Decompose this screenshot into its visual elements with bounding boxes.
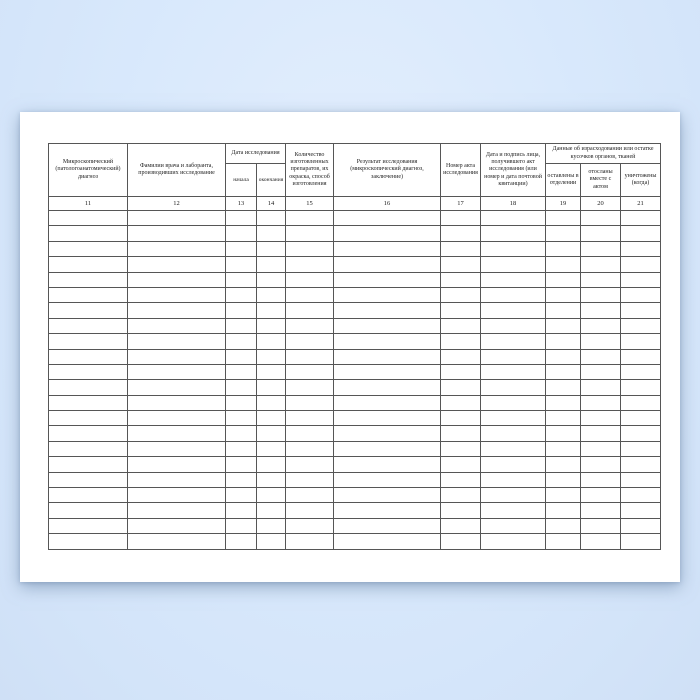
empty-cell xyxy=(49,534,128,549)
col-header-doctor-lab-names: Фамилии врача и лаборанта, производивших исследование xyxy=(128,144,226,197)
column-number: 20 xyxy=(581,197,621,211)
empty-cell xyxy=(226,457,257,472)
table-row xyxy=(49,534,661,549)
empty-cell xyxy=(257,534,286,549)
empty-cell xyxy=(257,472,286,487)
empty-cell xyxy=(128,441,226,456)
empty-cell xyxy=(546,349,581,364)
empty-cell xyxy=(581,364,621,379)
empty-cell xyxy=(49,349,128,364)
empty-cell xyxy=(257,226,286,241)
empty-cell xyxy=(621,472,661,487)
empty-cell xyxy=(49,303,128,318)
col-header-preparations-count: Количество изготовленных препаратов, их окраска, способ изготовления xyxy=(286,144,334,197)
empty-cell xyxy=(441,441,481,456)
empty-cell xyxy=(334,211,441,226)
empty-cell xyxy=(226,411,257,426)
empty-cell xyxy=(481,472,546,487)
empty-cell xyxy=(441,411,481,426)
empty-cell xyxy=(441,226,481,241)
empty-cell xyxy=(128,211,226,226)
empty-cell xyxy=(621,503,661,518)
empty-cell xyxy=(441,287,481,302)
empty-cell xyxy=(286,534,334,549)
empty-cell xyxy=(441,303,481,318)
column-number: 21 xyxy=(621,197,661,211)
empty-cell xyxy=(128,303,226,318)
empty-cell xyxy=(226,241,257,256)
empty-cell xyxy=(226,441,257,456)
empty-cell xyxy=(441,426,481,441)
empty-cell xyxy=(621,441,661,456)
empty-cell xyxy=(226,257,257,272)
empty-cell xyxy=(226,488,257,503)
column-number: 18 xyxy=(481,197,546,211)
empty-cell xyxy=(128,411,226,426)
empty-cell xyxy=(49,488,128,503)
empty-cell xyxy=(546,287,581,302)
empty-cell xyxy=(334,395,441,410)
empty-cell xyxy=(49,257,128,272)
table-row xyxy=(49,318,661,333)
empty-cell xyxy=(581,534,621,549)
empty-cell xyxy=(49,272,128,287)
empty-cell xyxy=(286,334,334,349)
empty-cell xyxy=(226,318,257,333)
empty-cell xyxy=(581,272,621,287)
empty-cell xyxy=(546,457,581,472)
empty-cell xyxy=(334,303,441,318)
col-header-left-in-department: оставлены в отделении xyxy=(546,164,581,197)
empty-cell xyxy=(226,380,257,395)
empty-cell xyxy=(286,426,334,441)
table-row xyxy=(49,503,661,518)
column-number: 19 xyxy=(546,197,581,211)
empty-cell xyxy=(128,457,226,472)
col-header-act-number: Номер акта исследования xyxy=(441,144,481,197)
empty-cell xyxy=(581,472,621,487)
empty-cell xyxy=(128,272,226,287)
empty-cell xyxy=(49,518,128,533)
table-row xyxy=(49,426,661,441)
empty-cell xyxy=(581,226,621,241)
empty-cell xyxy=(226,503,257,518)
empty-cell xyxy=(49,334,128,349)
empty-cell xyxy=(257,364,286,379)
empty-cell xyxy=(257,488,286,503)
table-row xyxy=(49,364,661,379)
empty-cell xyxy=(546,257,581,272)
empty-cell xyxy=(257,257,286,272)
empty-cell xyxy=(334,334,441,349)
empty-cell xyxy=(257,395,286,410)
table-row xyxy=(49,349,661,364)
table-row xyxy=(49,380,661,395)
empty-cell xyxy=(581,395,621,410)
empty-cell xyxy=(481,395,546,410)
empty-cell xyxy=(441,472,481,487)
empty-cell xyxy=(257,426,286,441)
empty-cell xyxy=(621,287,661,302)
table-row xyxy=(49,457,661,472)
empty-cell xyxy=(286,272,334,287)
empty-cell xyxy=(481,241,546,256)
empty-cell xyxy=(226,334,257,349)
table-row xyxy=(49,287,661,302)
empty-cell xyxy=(286,457,334,472)
table-row xyxy=(49,257,661,272)
empty-cell xyxy=(481,380,546,395)
col-header-date-start: начала xyxy=(226,164,257,197)
empty-cell xyxy=(581,411,621,426)
col-header-research-result: Результат исследования (микроскопический диагноз, заключение) xyxy=(334,144,441,197)
empty-cell xyxy=(581,318,621,333)
table-row xyxy=(49,518,661,533)
table-row xyxy=(49,241,661,256)
empty-cell xyxy=(257,411,286,426)
empty-cell xyxy=(286,318,334,333)
empty-cell xyxy=(441,257,481,272)
empty-cell xyxy=(546,334,581,349)
col-header-act-receipt: Дата и подпись лица, получившего акт исследования (или номер и дата почтовой квитанции) xyxy=(481,144,546,197)
empty-cell xyxy=(226,226,257,241)
empty-cell xyxy=(441,211,481,226)
empty-cell xyxy=(546,472,581,487)
empty-cell xyxy=(441,334,481,349)
empty-cell xyxy=(49,441,128,456)
table-header xyxy=(49,144,661,211)
empty-cell xyxy=(226,364,257,379)
col-group-research-date: Дата исследования xyxy=(226,144,286,164)
empty-cell xyxy=(441,272,481,287)
empty-cell xyxy=(286,488,334,503)
table-row xyxy=(49,303,661,318)
empty-cell xyxy=(49,503,128,518)
empty-cell xyxy=(334,226,441,241)
empty-cell xyxy=(334,426,441,441)
empty-cell xyxy=(621,349,661,364)
table-row xyxy=(49,411,661,426)
empty-cell xyxy=(226,534,257,549)
col-header-date-end: окончания xyxy=(257,164,286,197)
empty-cell xyxy=(128,380,226,395)
empty-cell xyxy=(581,257,621,272)
empty-cell xyxy=(621,272,661,287)
empty-cell xyxy=(581,441,621,456)
empty-cell xyxy=(481,257,546,272)
empty-cell xyxy=(226,395,257,410)
empty-cell xyxy=(441,395,481,410)
empty-cell xyxy=(481,503,546,518)
empty-cell xyxy=(286,364,334,379)
table-row xyxy=(49,488,661,503)
empty-cell xyxy=(49,211,128,226)
empty-cell xyxy=(334,488,441,503)
empty-cell xyxy=(546,411,581,426)
empty-cell xyxy=(286,380,334,395)
empty-cell xyxy=(621,334,661,349)
empty-cell xyxy=(128,226,226,241)
empty-cell xyxy=(621,241,661,256)
table-row xyxy=(49,211,661,226)
empty-cell xyxy=(286,287,334,302)
col-header-sent-with-act: отосланы вместе с актом xyxy=(581,164,621,197)
empty-cell xyxy=(334,318,441,333)
empty-cell xyxy=(481,457,546,472)
empty-cell xyxy=(481,272,546,287)
empty-cell xyxy=(257,349,286,364)
table-row xyxy=(49,472,661,487)
empty-cell xyxy=(334,411,441,426)
empty-cell xyxy=(546,241,581,256)
empty-cell xyxy=(441,534,481,549)
empty-cell xyxy=(286,395,334,410)
empty-cell xyxy=(226,349,257,364)
empty-cell xyxy=(581,426,621,441)
empty-cell xyxy=(621,426,661,441)
empty-cell xyxy=(621,518,661,533)
empty-cell xyxy=(621,380,661,395)
empty-cell xyxy=(128,334,226,349)
empty-cell xyxy=(128,472,226,487)
empty-cell xyxy=(257,380,286,395)
empty-cell xyxy=(226,287,257,302)
empty-cell xyxy=(49,318,128,333)
empty-cell xyxy=(441,349,481,364)
empty-cell xyxy=(581,303,621,318)
empty-cell xyxy=(334,349,441,364)
empty-cell xyxy=(286,303,334,318)
empty-cell xyxy=(546,211,581,226)
empty-cell xyxy=(621,211,661,226)
column-number: 16 xyxy=(334,197,441,211)
empty-cell xyxy=(546,441,581,456)
empty-cell xyxy=(334,272,441,287)
empty-cell xyxy=(441,318,481,333)
empty-cell xyxy=(621,488,661,503)
empty-cell xyxy=(481,518,546,533)
empty-cell xyxy=(226,472,257,487)
empty-cell xyxy=(128,241,226,256)
empty-cell xyxy=(128,518,226,533)
empty-cell xyxy=(257,318,286,333)
empty-cell xyxy=(581,287,621,302)
empty-cell xyxy=(226,211,257,226)
table-row xyxy=(49,226,661,241)
empty-cell xyxy=(334,364,441,379)
empty-cell xyxy=(286,411,334,426)
empty-cell xyxy=(49,287,128,302)
document-sheet xyxy=(20,112,680,582)
empty-cell xyxy=(334,472,441,487)
empty-cell xyxy=(481,334,546,349)
empty-cell xyxy=(334,241,441,256)
empty-cell xyxy=(441,380,481,395)
column-number: 13 xyxy=(226,197,257,211)
empty-cell xyxy=(621,395,661,410)
empty-cell xyxy=(546,534,581,549)
empty-cell xyxy=(546,488,581,503)
empty-cell xyxy=(441,364,481,379)
empty-cell xyxy=(481,349,546,364)
empty-cell xyxy=(257,303,286,318)
empty-cell xyxy=(257,272,286,287)
empty-cell xyxy=(621,364,661,379)
empty-cell xyxy=(581,503,621,518)
empty-cell xyxy=(441,488,481,503)
column-number: 17 xyxy=(441,197,481,211)
empty-cell xyxy=(286,518,334,533)
empty-cell xyxy=(49,226,128,241)
empty-cell xyxy=(257,503,286,518)
empty-cell xyxy=(621,457,661,472)
empty-cell xyxy=(581,334,621,349)
table-body xyxy=(49,211,661,550)
empty-cell xyxy=(49,241,128,256)
empty-cell xyxy=(286,241,334,256)
empty-cell xyxy=(226,426,257,441)
empty-cell xyxy=(49,380,128,395)
empty-cell xyxy=(226,272,257,287)
empty-cell xyxy=(621,411,661,426)
empty-cell xyxy=(621,318,661,333)
empty-cell xyxy=(621,534,661,549)
col-header-destroyed: уничтожены (когда) xyxy=(621,164,661,197)
empty-cell xyxy=(128,318,226,333)
column-number: 11 xyxy=(49,197,128,211)
empty-cell xyxy=(128,488,226,503)
empty-cell xyxy=(481,426,546,441)
empty-cell xyxy=(128,534,226,549)
col-header-microscopic-diagnosis: Микроскопический (патологоанатомический) диагноз xyxy=(49,144,128,197)
empty-cell xyxy=(334,518,441,533)
empty-cell xyxy=(257,441,286,456)
empty-cell xyxy=(481,488,546,503)
empty-cell xyxy=(334,380,441,395)
registration-journal-table xyxy=(48,143,661,550)
empty-cell xyxy=(546,226,581,241)
empty-cell xyxy=(128,395,226,410)
empty-cell xyxy=(546,272,581,287)
empty-cell xyxy=(621,303,661,318)
table-row xyxy=(49,395,661,410)
empty-cell xyxy=(257,334,286,349)
empty-cell xyxy=(286,257,334,272)
empty-cell xyxy=(481,226,546,241)
empty-cell xyxy=(49,395,128,410)
empty-cell xyxy=(581,457,621,472)
empty-cell xyxy=(581,211,621,226)
empty-cell xyxy=(128,426,226,441)
empty-cell xyxy=(128,287,226,302)
empty-cell xyxy=(481,211,546,226)
empty-cell xyxy=(49,472,128,487)
empty-cell xyxy=(49,364,128,379)
empty-cell xyxy=(128,257,226,272)
empty-cell xyxy=(128,364,226,379)
empty-cell xyxy=(441,503,481,518)
table-row xyxy=(49,334,661,349)
column-number: 15 xyxy=(286,197,334,211)
empty-cell xyxy=(546,380,581,395)
empty-cell xyxy=(49,411,128,426)
empty-cell xyxy=(581,349,621,364)
empty-cell xyxy=(546,395,581,410)
empty-cell xyxy=(286,349,334,364)
column-number: 12 xyxy=(128,197,226,211)
empty-cell xyxy=(257,457,286,472)
column-number-row xyxy=(49,197,661,211)
empty-cell xyxy=(481,303,546,318)
empty-cell xyxy=(257,241,286,256)
column-number: 14 xyxy=(257,197,286,211)
empty-cell xyxy=(128,503,226,518)
empty-cell xyxy=(481,534,546,549)
empty-cell xyxy=(49,426,128,441)
empty-cell xyxy=(257,518,286,533)
empty-cell xyxy=(581,380,621,395)
empty-cell xyxy=(334,257,441,272)
empty-cell xyxy=(286,441,334,456)
empty-cell xyxy=(334,457,441,472)
empty-cell xyxy=(546,503,581,518)
empty-cell xyxy=(441,518,481,533)
table-row xyxy=(49,272,661,287)
empty-cell xyxy=(286,472,334,487)
empty-cell xyxy=(441,241,481,256)
empty-cell xyxy=(334,287,441,302)
empty-cell xyxy=(334,503,441,518)
col-group-tissue-leftover: Данные об израсходовании или остатке кусочков органов, тканей xyxy=(546,144,661,164)
empty-cell xyxy=(581,488,621,503)
table-row xyxy=(49,441,661,456)
empty-cell xyxy=(481,364,546,379)
empty-cell xyxy=(481,318,546,333)
empty-cell xyxy=(621,226,661,241)
empty-cell xyxy=(581,518,621,533)
empty-cell xyxy=(257,287,286,302)
empty-cell xyxy=(334,534,441,549)
empty-cell xyxy=(546,364,581,379)
empty-cell xyxy=(546,318,581,333)
empty-cell xyxy=(546,426,581,441)
empty-cell xyxy=(128,349,226,364)
empty-cell xyxy=(49,457,128,472)
empty-cell xyxy=(286,226,334,241)
empty-cell xyxy=(441,457,481,472)
empty-cell xyxy=(546,303,581,318)
empty-cell xyxy=(481,441,546,456)
empty-cell xyxy=(481,411,546,426)
empty-cell xyxy=(481,287,546,302)
empty-cell xyxy=(226,518,257,533)
empty-cell xyxy=(226,303,257,318)
empty-cell xyxy=(286,211,334,226)
empty-cell xyxy=(286,503,334,518)
empty-cell xyxy=(621,257,661,272)
empty-cell xyxy=(257,211,286,226)
empty-cell xyxy=(334,441,441,456)
empty-cell xyxy=(581,241,621,256)
empty-cell xyxy=(546,518,581,533)
